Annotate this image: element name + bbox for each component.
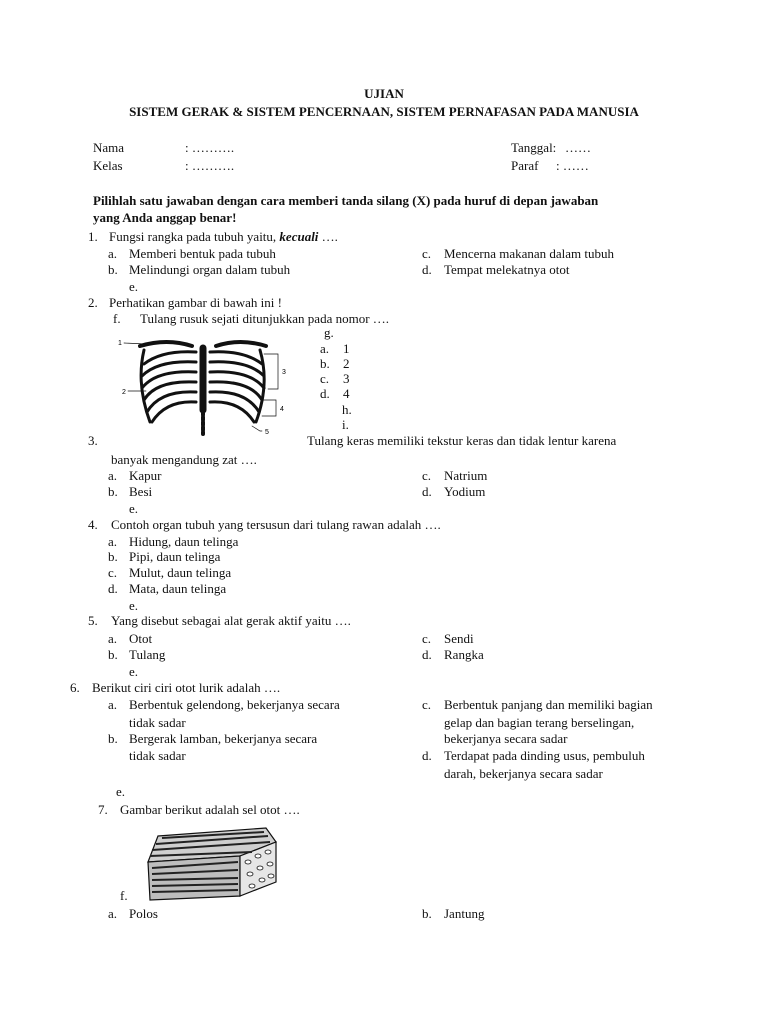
nama-value: : ……….: [185, 140, 235, 155]
q3-text-cont: banyak mengandung zat ….: [111, 452, 257, 467]
q5-d-option[interactable]: Rangka: [444, 647, 484, 662]
q5-e-letter: e.: [129, 664, 139, 679]
q6-c-letter[interactable]: c.: [422, 697, 432, 712]
exam-subtitle: SISTEM GERAK & SISTEM PENCERNAAN, SISTEM PERNAFASAN PADA MANUSIA: [129, 104, 639, 119]
q4-b-letter[interactable]: b.: [108, 549, 118, 564]
q4-a-option[interactable]: Hidung, daun telinga: [129, 534, 239, 549]
q6-c-option-line-2[interactable]: gelap dan bagian terang berselingan,: [444, 715, 635, 730]
q1-b-option[interactable]: Melindungi organ dalam tubuh: [129, 262, 291, 277]
q7-f-letter: f.: [120, 888, 128, 903]
q2-a-letter[interactable]: a.: [320, 341, 330, 356]
instruction-line-2: yang Anda anggap benar!: [93, 210, 237, 225]
q6-e-letter: e.: [116, 784, 126, 799]
instruction-line-1: Pilihlah satu jawaban dengan cara memberi tanda silang (X) pada huruf di depan jawaban: [93, 193, 599, 208]
tanggal-value: ……: [565, 140, 591, 155]
q1-c-option[interactable]: Mencerna makanan dalam tubuh: [444, 246, 615, 261]
q2-b-letter[interactable]: b.: [320, 356, 330, 371]
q3-number: 3.: [88, 433, 98, 448]
q6-d-option-line-1[interactable]: Terdapat pada dinding usus, pembuluh: [444, 748, 645, 763]
q1-a-option[interactable]: Memberi bentuk pada tubuh: [129, 246, 276, 261]
q2-d-letter[interactable]: d.: [320, 386, 330, 401]
q2-sub-letter: f.: [113, 311, 121, 326]
q1-b-letter[interactable]: b.: [108, 262, 118, 277]
q3-c-letter[interactable]: c.: [422, 468, 432, 483]
q4-d-letter[interactable]: d.: [108, 581, 118, 596]
q3-a-option[interactable]: Kapur: [129, 468, 162, 483]
q5-b-letter[interactable]: b.: [108, 647, 118, 662]
nama-label: Nama: [93, 140, 125, 155]
kelas-label: Kelas: [93, 158, 123, 173]
muscle-tissue-icon: [148, 828, 276, 900]
q1-a-letter[interactable]: a.: [108, 246, 118, 261]
ribcage-icon: [124, 342, 278, 434]
q7-a-letter[interactable]: a.: [108, 906, 118, 921]
q2-c-option[interactable]: 3: [343, 371, 350, 386]
q2-i-letter: i.: [342, 417, 349, 432]
q4-number: 4.: [88, 517, 98, 532]
paraf-label: Paraf: [511, 158, 539, 173]
q6-a-option-line-2[interactable]: tidak sadar: [129, 715, 186, 730]
q4-a-letter[interactable]: a.: [108, 534, 118, 549]
q3-b-option[interactable]: Besi: [129, 484, 153, 499]
q4-b-option[interactable]: Pipi, daun telinga: [129, 549, 221, 564]
ribcage-label-5: 5: [265, 429, 269, 436]
q7-number: 7.: [98, 802, 108, 817]
q6-text: Berikut ciri ciri otot lurik adalah ….: [92, 680, 281, 695]
ribcage-figure: [112, 334, 294, 440]
kelas-value: : ……….: [185, 158, 235, 173]
tanggal-label: Tanggal:: [511, 140, 557, 155]
ribcage-label-4: 4: [280, 406, 284, 413]
exam-title: UJIAN: [364, 86, 404, 101]
q4-c-letter[interactable]: c.: [108, 565, 118, 580]
q2-d-option[interactable]: 4: [343, 386, 350, 401]
q2-g-letter: g.: [324, 325, 334, 340]
q7-b-letter[interactable]: b.: [422, 906, 432, 921]
q6-c-option-line-1[interactable]: Berbentuk panjang dan memiliki bagian: [444, 697, 653, 712]
q3-text: Tulang keras memiliki tekstur keras dan tidak lentur karena: [307, 433, 617, 448]
q2-sub-text: Tulang rusuk sejati ditunjukkan pada nomor ….: [140, 311, 390, 326]
q6-number: 6.: [70, 680, 80, 695]
q6-b-option-line-2[interactable]: tidak sadar: [129, 748, 186, 763]
q6-d-letter[interactable]: d.: [422, 748, 432, 763]
q6-b-option-line-1[interactable]: Bergerak lamban, bekerjanya secara: [129, 731, 318, 746]
paraf-value: : ……: [556, 158, 589, 173]
q4-d-option[interactable]: Mata, daun telinga: [129, 581, 227, 596]
q7-text: Gambar berikut adalah sel otot ….: [120, 802, 300, 817]
muscle-tissue-figure: [140, 822, 280, 902]
q7-b-option[interactable]: Jantung: [444, 906, 485, 921]
q3-b-letter[interactable]: b.: [108, 484, 118, 499]
q3-a-letter[interactable]: a.: [108, 468, 118, 483]
q4-c-option[interactable]: Mulut, daun telinga: [129, 565, 232, 580]
q5-c-option[interactable]: Sendi: [444, 631, 474, 646]
q1-d-option[interactable]: Tempat melekatnya otot: [444, 262, 570, 277]
q2-a-option[interactable]: 1: [343, 341, 350, 356]
q3-e-letter: e.: [129, 501, 139, 516]
q5-a-letter[interactable]: a.: [108, 631, 118, 646]
q7-a-option[interactable]: Polos: [129, 906, 158, 921]
q3-c-option[interactable]: Natrium: [444, 468, 488, 483]
q2-h-letter: h.: [342, 402, 352, 417]
q4-e-letter: e.: [129, 598, 139, 613]
q5-d-letter[interactable]: d.: [422, 647, 432, 662]
q1-text: Fungsi rangka pada tubuh yaitu, kecuali ….: [109, 229, 338, 244]
q5-number: 5.: [88, 613, 98, 628]
q2-number: 2.: [88, 295, 98, 310]
q6-b-letter[interactable]: b.: [108, 731, 118, 746]
q2-c-letter[interactable]: c.: [320, 371, 330, 386]
q1-c-letter[interactable]: c.: [422, 246, 432, 261]
q5-b-option[interactable]: Tulang: [129, 647, 166, 662]
q1-d-letter[interactable]: d.: [422, 262, 432, 277]
q1-e-letter: e.: [129, 279, 139, 294]
q1-emphasis: kecuali: [279, 229, 319, 244]
q5-text: Yang disebut sebagai alat gerak aktif yaitu ….: [111, 613, 351, 628]
q3-d-letter[interactable]: d.: [422, 484, 432, 499]
ribcage-label-3: 3: [282, 369, 286, 376]
q6-c-option-line-3[interactable]: bekerjanya secara sadar: [444, 731, 568, 746]
q2-text: Perhatikan gambar di bawah ini !: [109, 295, 282, 310]
ribcage-label-2: 2: [122, 389, 126, 396]
q6-a-letter[interactable]: a.: [108, 697, 118, 712]
q5-a-option[interactable]: Otot: [129, 631, 153, 646]
q4-text: Contoh organ tubuh yang tersusun dari tulang rawan adalah ….: [111, 517, 441, 532]
q6-a-option-line-1[interactable]: Berbentuk gelendong, bekerjanya secara: [129, 697, 340, 712]
q5-c-letter[interactable]: c.: [422, 631, 432, 646]
q2-b-option[interactable]: 2: [343, 356, 350, 371]
ribcage-label-1: 1: [118, 340, 122, 347]
q1-number: 1.: [88, 229, 98, 244]
q3-d-option[interactable]: Yodium: [444, 484, 486, 499]
q6-d-option-line-2[interactable]: darah, bekerjanya secara sadar: [444, 766, 603, 781]
